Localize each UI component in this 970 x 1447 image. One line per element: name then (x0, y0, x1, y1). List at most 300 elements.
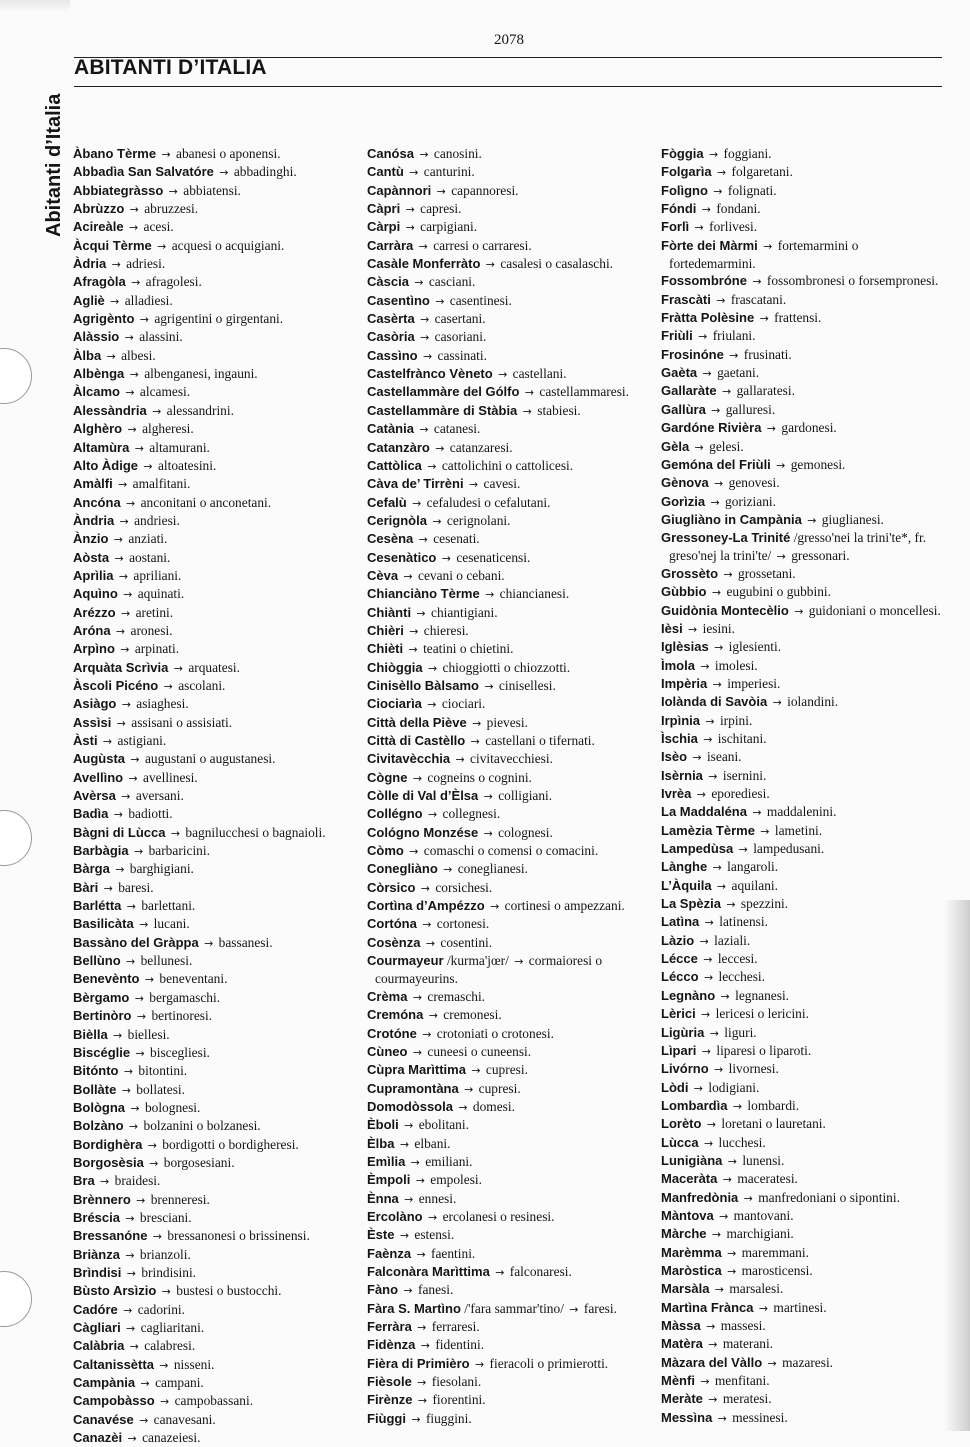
place-name: Maceràta (661, 1171, 718, 1187)
place-name: Castelfrànco Vèneto (367, 366, 493, 382)
demonym: ischitani. (717, 731, 767, 746)
place-name: Gùbbio (661, 584, 707, 600)
place-name: Isèo (661, 749, 688, 765)
dictionary-entry (73, 622, 358, 640)
dictionary-entry (367, 1171, 652, 1189)
entries-column-1 (73, 145, 358, 1447)
place-name: Manfredònia (661, 1189, 739, 1205)
arrow-icon: → (726, 898, 736, 912)
place-name: Conegliàno (367, 861, 438, 877)
place-name: Àndria (73, 512, 115, 528)
arrow-icon: → (161, 1285, 171, 1299)
dictionary-entry (367, 1355, 652, 1373)
dictionary-entry (73, 1246, 358, 1264)
arrow-icon: → (716, 166, 727, 180)
demonym: apriliani. (133, 567, 182, 583)
dictionary-entry (73, 292, 358, 310)
dictionary-entry (661, 1189, 948, 1207)
demonym: coneglianesi. (457, 861, 528, 877)
dictionary-entry (367, 163, 652, 181)
place-name: Cògne (367, 769, 408, 785)
demonym: campobassani. (174, 1393, 254, 1409)
demonym: liguri. (724, 1024, 757, 1040)
dictionary-entry (661, 1024, 948, 1042)
arrow-icon: → (743, 1191, 753, 1205)
place-name: Gallùra (661, 401, 706, 417)
arrow-icon: → (405, 203, 415, 217)
dictionary-entry (73, 989, 358, 1007)
place-name: Èmpoli (367, 1172, 411, 1188)
demonym: civitavecchiesi. (470, 751, 553, 767)
place-name: Agrigènto (73, 311, 135, 327)
demonym: irpini. (719, 712, 753, 728)
dictionary-entry (367, 659, 652, 677)
place-name: Marèmma (661, 1244, 722, 1260)
demonym: casalesi o casalaschi. (500, 256, 614, 272)
place-name: Marsàla (661, 1281, 710, 1297)
place-name: Agliè (73, 292, 105, 308)
demonym: chiantigiani. (431, 604, 498, 620)
place-name: Fàra S. Martìno (367, 1300, 461, 1316)
dictionary-entry (73, 1264, 358, 1282)
arrow-icon: → (436, 184, 446, 198)
demonym: cattolichini o cattolicesi. (441, 457, 574, 473)
dictionary-entry (367, 952, 652, 988)
dictionary-entry (367, 677, 652, 695)
arrow-icon: → (716, 879, 727, 893)
dictionary-entry (73, 659, 358, 677)
demonym: bassanesi. (218, 934, 273, 950)
place-name: Èboli (367, 1117, 399, 1133)
place-name: Aquìno (73, 586, 118, 602)
place-name: Aòsta (73, 549, 110, 565)
demonym: lericesi o lericini. (715, 1006, 809, 1022)
arrow-icon: → (420, 313, 430, 327)
dictionary-entry (661, 346, 948, 364)
place-name: Lunigiàna (661, 1152, 723, 1168)
arrow-icon: → (714, 1063, 724, 1077)
place-name: Casèrta (367, 311, 415, 327)
dictionary-entry (367, 420, 652, 438)
place-name: Caltanissètta (73, 1356, 154, 1372)
arrow-icon: → (414, 276, 424, 290)
place-name: Campània (73, 1375, 136, 1391)
dictionary-entry (661, 401, 948, 419)
place-name: Bàgni di Lùcca (73, 824, 166, 840)
dictionary-entry (73, 915, 358, 933)
dictionary-entry (73, 604, 358, 622)
dictionary-entry (367, 182, 652, 200)
demonym: bitontini. (138, 1063, 188, 1079)
dictionary-entry (73, 163, 358, 181)
arrow-icon: → (470, 735, 480, 748)
dictionary-entry (367, 255, 652, 273)
place-name: Còmo (367, 843, 404, 859)
dictionary-entry (367, 934, 652, 952)
dictionary-entry (367, 549, 652, 567)
arrow-icon: → (139, 918, 149, 932)
arrow-icon: → (717, 1411, 727, 1425)
demonym: folignati. (727, 182, 777, 198)
demonym: aquinati. (137, 586, 185, 602)
demonym: bollatesi. (136, 1081, 185, 1097)
place-name: Arpìno (73, 641, 115, 657)
demonym: guidoniani o moncellesi. (808, 602, 941, 618)
place-name: Acireàle (73, 219, 124, 235)
dictionary-entry (661, 1244, 948, 1262)
demonym: eporediesi. (711, 786, 770, 802)
arrow-icon: → (776, 549, 786, 563)
demonym: anconitani o anconetani. (140, 494, 272, 510)
demonym: teatini o chietini. (423, 641, 514, 657)
dictionary-entry (661, 1005, 948, 1023)
dictionary-entry (367, 1043, 652, 1061)
demonym: cupresi. (485, 1062, 528, 1078)
place-name: Matèra (661, 1336, 703, 1352)
dictionary-entry (661, 565, 948, 583)
demonym: estensi. (414, 1227, 455, 1243)
place-name: Aróna (73, 622, 111, 638)
demonym: barlettani. (141, 898, 196, 914)
dictionary-entry (367, 512, 652, 530)
demonym: cefaludesi o cefalutani. (426, 494, 551, 510)
demonym: cogneins o cognini. (427, 769, 532, 785)
place-name: Chièri (367, 622, 404, 638)
dictionary-entry (73, 1301, 358, 1319)
dictionary-entry (661, 163, 948, 181)
demonym: latinensi. (719, 914, 768, 930)
dictionary-entry (73, 145, 358, 163)
arrow-icon: → (422, 1027, 432, 1041)
arrow-icon: → (485, 588, 495, 602)
place-name: Giugliàno in Campània (661, 511, 802, 527)
place-name: Biscéglie (73, 1044, 131, 1060)
dictionary-entry (367, 897, 652, 915)
place-name: La Maddaléna (661, 804, 747, 820)
demonym: fanesi. (418, 1282, 454, 1298)
place-name: Casàle Monferràto (367, 256, 481, 272)
arrow-icon: → (776, 458, 786, 472)
place-name: Ligùria (661, 1024, 705, 1040)
demonym: alcamesi. (139, 384, 191, 400)
demonym: livornesi. (728, 1061, 779, 1077)
demonym: isernini. (722, 767, 767, 783)
place-name: Bollàte (73, 1081, 117, 1097)
demonym: ennesi. (418, 1190, 457, 1206)
dictionary-entry (73, 897, 358, 915)
place-name: Cológno Monzése (367, 824, 479, 840)
demonym: castellammaresi. (539, 384, 629, 400)
arrow-icon: → (719, 1209, 729, 1223)
demonym: maremmani. (741, 1244, 809, 1260)
dictionary-entry (73, 530, 358, 548)
dictionary-entry (367, 1373, 652, 1391)
dictionary-entry (661, 730, 948, 748)
demonym: acesi. (143, 219, 174, 235)
dictionary-entry (367, 787, 652, 805)
place-name: Fidènza (367, 1337, 416, 1353)
arrow-icon: → (129, 203, 139, 217)
dictionary-entry (367, 1025, 652, 1043)
arrow-icon: → (120, 606, 131, 620)
arrow-icon: → (129, 368, 139, 382)
dictionary-entry (661, 877, 948, 895)
arrow-icon: → (709, 1026, 719, 1040)
demonym: corsichesi. (435, 879, 493, 895)
arrow-icon: → (412, 496, 422, 510)
arrow-icon: → (143, 459, 153, 473)
arrow-icon: → (693, 1081, 704, 1095)
dictionary-entry (73, 677, 358, 695)
dictionary-entry (661, 657, 948, 675)
demonym: bolognesi. (144, 1099, 201, 1115)
page-number: 2078 (494, 32, 524, 48)
arrow-icon: → (794, 604, 804, 618)
arrow-icon: → (427, 661, 438, 675)
demonym: biscegliesi. (150, 1044, 210, 1060)
dictionary-entry (73, 1227, 358, 1245)
dictionary-entry (367, 1245, 652, 1263)
demonym: maceratesi. (737, 1171, 798, 1187)
dictionary-entry (73, 787, 358, 805)
place-name: Bassàno del Gràppa (73, 934, 199, 950)
place-name: Aprìlia (73, 567, 114, 583)
arrow-icon: → (455, 753, 465, 767)
place-name: Meràte (661, 1391, 703, 1407)
place-name: Gènova (661, 475, 709, 491)
dictionary-entry (73, 1099, 358, 1117)
place-name: Frascàti (661, 291, 711, 307)
demonym: lucani. (153, 916, 190, 932)
place-name: Lécco (661, 969, 699, 985)
demonym: cesenaticensi. (456, 549, 531, 565)
arrow-icon: → (722, 385, 732, 399)
dictionary-entry (367, 714, 652, 732)
dictionary-entry (367, 1098, 652, 1116)
place-name: Càscia (367, 274, 409, 290)
demonym: bustesi o bustocchi. (176, 1283, 282, 1299)
arrow-icon: → (399, 1229, 410, 1243)
arrow-icon: → (408, 643, 418, 657)
demonym: marosticensi. (741, 1262, 813, 1278)
demonym: maddalenini. (766, 804, 837, 820)
dictionary-entry (661, 895, 948, 913)
place-name: Castellammàre di Stàbia (367, 402, 518, 418)
place-name: Gardóne Rivièra (661, 420, 762, 436)
dictionary-entry (367, 567, 652, 585)
arrow-icon: → (405, 221, 415, 235)
place-name: Àlba (73, 347, 102, 363)
dictionary-entry (73, 879, 358, 897)
demonym: folgaretani. (731, 164, 793, 180)
arrow-icon: → (807, 513, 817, 527)
arrow-icon: → (708, 769, 718, 783)
arrow-icon: → (125, 1248, 135, 1262)
place-name: Bordighèra (73, 1136, 143, 1152)
demonym: calabresi. (144, 1338, 196, 1354)
demonym: imolesi. (714, 657, 758, 673)
demonym: casentinesi. (449, 292, 512, 308)
place-name: Còlle di Val d’Èlsa (367, 788, 479, 804)
place-name: Càrpi (367, 219, 401, 235)
demonym: bergamaschi. (149, 989, 221, 1005)
demonym: cosentini. (440, 934, 493, 950)
dictionary-entry (367, 860, 652, 878)
dictionary-entry (73, 475, 358, 493)
dictionary-entry (661, 182, 948, 200)
dictionary-entry (367, 988, 652, 1006)
place-name: Abrùzzo (73, 201, 125, 217)
arrow-icon: → (134, 991, 144, 1005)
place-name: Lùcca (661, 1134, 699, 1150)
arrow-icon: → (136, 1010, 147, 1024)
dictionary-entry (661, 309, 948, 327)
demonym: emiliani. (425, 1153, 473, 1169)
place-name: Bàrga (73, 861, 110, 877)
dictionary-entry (367, 1281, 652, 1299)
arrow-icon: → (427, 808, 438, 822)
demonym: iolandini. (787, 694, 839, 710)
place-name: Fiùggi (367, 1410, 406, 1426)
dictionary-entry (367, 604, 652, 622)
place-name: Cùneo (367, 1043, 408, 1059)
dictionary-entry (73, 1007, 358, 1025)
place-name: Borgosèsia (73, 1154, 144, 1170)
arrow-icon: → (435, 294, 445, 308)
arrow-icon: → (412, 990, 423, 1004)
place-name: Àdria (73, 256, 107, 272)
place-name: Màrche (661, 1226, 707, 1242)
dictionary-entry (661, 511, 948, 529)
arrow-icon: → (420, 881, 430, 895)
side-thumb-label: Abitanti d’Italia (43, 93, 65, 237)
demonym: laziali. (714, 932, 751, 948)
place-name: Ànzio (73, 531, 109, 547)
demonym: bordigotti o bordigheresi. (162, 1136, 299, 1152)
place-name: Bolzàno (73, 1118, 124, 1134)
place-name: Bològna (73, 1099, 125, 1115)
arrow-icon: → (702, 367, 712, 381)
demonym: abanesi o aponensi. (176, 146, 281, 161)
arrow-icon: → (711, 1228, 722, 1242)
demonym: loretani o lauretani. (721, 1116, 826, 1132)
dictionary-entry (73, 200, 358, 218)
dictionary-entry (661, 693, 948, 711)
dictionary-entry (367, 732, 652, 750)
place-name: Ìmola (661, 657, 695, 673)
demonym: cassinati. (437, 347, 487, 363)
arrow-icon: → (701, 203, 711, 217)
place-name: Bùsto Arsìzio (73, 1283, 157, 1299)
place-name: Lèrici (661, 1006, 696, 1022)
place-name: Augùsta (73, 751, 125, 767)
place-name: Casòria (367, 329, 415, 345)
place-name: Barlétta (73, 898, 122, 914)
dictionary-entry (73, 805, 358, 823)
dictionary-entry (661, 327, 948, 345)
arrow-icon: → (427, 698, 437, 712)
demonym: massesi. (720, 1318, 766, 1333)
dictionary-entry (661, 1134, 948, 1152)
arrow-icon: → (708, 148, 719, 161)
arrow-icon: → (471, 1064, 481, 1078)
place-name: Latìna (661, 914, 700, 930)
dictionary-entry (367, 328, 652, 346)
dictionary-entry (73, 494, 358, 512)
dictionary-entry (367, 292, 652, 310)
demonym: faresi. (583, 1300, 617, 1316)
arrow-icon: → (102, 735, 113, 748)
place-name: Briànza (73, 1246, 120, 1262)
place-name: Màzara del Vàllo (661, 1354, 763, 1370)
dictionary-entry (661, 1299, 948, 1317)
dictionary-entry (661, 767, 948, 785)
place-name: Lòdi (661, 1079, 689, 1095)
demonym: castellani o tifernati. (485, 733, 595, 748)
arrow-icon: → (417, 1394, 428, 1408)
dictionary-entry (661, 438, 948, 456)
place-name: Ìschia (661, 731, 698, 746)
demonym: canavesani. (153, 1411, 216, 1427)
place-name: Frosinóne (661, 346, 724, 362)
demonym: bolzanini o bolzanesi. (143, 1118, 261, 1134)
place-name: Chièti (367, 641, 404, 657)
place-name: Castellammàre del Gólfo (367, 384, 520, 400)
arrow-icon: → (416, 1247, 426, 1261)
dictionary-entry (73, 585, 358, 603)
dictionary-entry (73, 1026, 358, 1044)
dictionary-entry (367, 200, 652, 218)
arrow-icon: → (727, 1154, 737, 1168)
arrow-icon: → (706, 1118, 717, 1132)
place-name: Làzio (661, 932, 695, 948)
dictionary-entry (661, 1335, 948, 1353)
demonym: bresciani. (139, 1209, 192, 1225)
place-name: Ercolàno (367, 1208, 423, 1224)
place-name: Cantù (367, 164, 404, 180)
place-name: Legnàno (661, 987, 716, 1003)
demonym: ciociari. (441, 696, 486, 712)
dictionary-entry (73, 952, 358, 970)
arrow-icon: → (569, 1302, 579, 1316)
dictionary-entry (661, 675, 948, 693)
arrow-icon: → (700, 659, 710, 673)
place-name: Isèrnia (661, 767, 703, 783)
dictionary-entry (73, 1282, 358, 1300)
dictionary-entry (73, 1337, 358, 1355)
arrow-icon: → (170, 826, 181, 840)
demonym: alassini. (139, 329, 183, 345)
demonym: lametini. (774, 822, 823, 838)
arrow-icon: → (121, 698, 131, 712)
scan-edge-shadow (944, 900, 970, 1431)
arrow-icon: → (134, 845, 144, 859)
dictionary-entry (73, 365, 358, 383)
demonym: lunensi. (742, 1152, 785, 1168)
place-name: Canazèi (73, 1430, 123, 1446)
place-name: Iglèsias (661, 639, 709, 655)
arrow-icon: → (732, 1099, 743, 1113)
place-name: Fossombróne (661, 273, 747, 289)
place-name: Fièra di Primièro (367, 1355, 470, 1371)
dictionary-entry (661, 474, 948, 492)
demonym: lombardi. (747, 1097, 800, 1113)
demonym: fieracoli o primierotti. (489, 1355, 609, 1371)
entries-column-2 (367, 145, 652, 1428)
dictionary-entry (367, 750, 652, 768)
dictionary-entry (367, 1226, 652, 1244)
arrow-icon: → (116, 716, 126, 730)
